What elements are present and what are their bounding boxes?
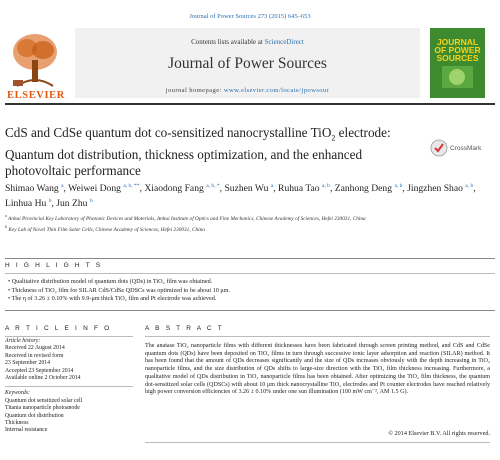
keyword[interactable]: Thickness [5, 420, 29, 427]
abstract-text: The anatase TiO₂ nanoparticle films with different thicknesses have been fabricated through screen printing method, and CdS and CdSe quantum dots (QDs) have been deposited on TiO₂ films in turn through successive ionic layer adsorption and reaction (SILAR) method. It has been found that the amount of QDs decreases significantly and the size of QDs increases obviously with the depth increasing in TiO₂ nanoparticle films, and the size distribution of QDs shifts to large-size direction with the TiO₂ film thickness increasing. Furthermore, a qualitative model of QDs distribution in TiO₂ nanoparticle films has been obtained. After optimizing the TiO₂ film thickness, the quantum dot-sensitized solar cells (QDSCs) with about 10 μm thick nanocrystalline TiO₂ electrodes and Pt counter electrodes have reached relatively high power conversion efficiencies of 3.26 ± 0.10% under one sun illumination (100 mW cm⁻², AM 1.5 G). [145, 343, 490, 396]
highlight-item: • The η of 3.26 ± 0.10% with 9.9-μm thick TiO₂ film and Pt electrode was achieved. [8, 295, 488, 304]
author[interactable] [144, 183, 219, 194]
article-info [5, 338, 133, 435]
elsevier-wordmark[interactable]: ELSEVIER [7, 90, 65, 101]
highlights-under-rule [5, 273, 495, 274]
author-list: Shimao Wang $^a$, Weiwei Dong $^{a, b, **}$, Xiaodong Fang $^{a, b, *}$, Suzhen Wu $^a$, Ruhua Tao $^{a, b}$, Zanhong Deng $^{a, b}$, Jingzhen Shao $^{a, b}$, Linhua Hu $^b$, Jun Zhu $^b$ [5, 183, 476, 210]
crossmark-icon[interactable] [430, 138, 448, 158]
highlight-item: • Qualitative distribution model of quantum dots (QDs) in TiO₂ film was obtained. [8, 278, 488, 287]
title-subscript: 2 [331, 133, 336, 143]
author-name[interactable]: Xiaodong Fang [144, 183, 204, 195]
keyword[interactable]: Quantum dot sensitized solar cell [5, 397, 83, 404]
author[interactable] [5, 183, 64, 194]
history-line: Available online 2 October 2014 [5, 375, 81, 382]
journal-homepage [75, 87, 420, 94]
author-affiliation-mark[interactable]: a [61, 183, 64, 189]
author-affiliation-mark[interactable]: b [89, 198, 93, 205]
crossmark-label[interactable]: CrossMark [450, 145, 482, 152]
header-divider [5, 103, 495, 105]
affiliation-b: $^b$ Key Lab of Novel Thin Film Solar Cells, Chinese Academy of Sciences, Hefei 230031, China [5, 224, 205, 234]
author[interactable] [407, 183, 473, 194]
title-part1: CdS and CdSe quantum dot co-sensitized nanocrystalline TiO [5, 125, 332, 140]
article-info-rule [5, 336, 133, 337]
highlights-bottom-rule [5, 310, 495, 311]
author[interactable] [56, 198, 92, 209]
author-affiliation-mark[interactable]: a, b, * [206, 183, 220, 189]
author-affiliation-mark[interactable]: a, b [321, 183, 330, 189]
journal-citation[interactable]: Journal of Power Sources 273 (2015) 645–653 [189, 13, 311, 20]
contents-line [75, 38, 420, 46]
author-affiliation-mark[interactable]: a, b [465, 183, 474, 189]
highlights-top-rule [5, 258, 495, 259]
author-name[interactable]: Linhua Hu [5, 198, 47, 210]
cover-art [440, 62, 475, 92]
article-title [5, 125, 425, 179]
author-name[interactable]: Shimao Wang [5, 183, 59, 195]
title-part2: electrode: Quantum dot distribution, thickness optimization, and the enhanced photovoltaic performance [5, 125, 391, 178]
highlights-list [8, 278, 488, 304]
author[interactable] [68, 183, 139, 194]
copyright-notice: © 2014 Elsevier B.V. All rights reserved. [388, 430, 490, 437]
author-affiliation-mark[interactable]: a [270, 183, 274, 189]
author-affiliation-mark[interactable]: a, b, ** [123, 183, 140, 189]
author-name[interactable]: Jingzhen Shao [407, 183, 463, 195]
abstract-bottom-rule [145, 442, 490, 443]
highlights-heading: H I G H L I G H T S [5, 262, 103, 269]
history-label: Article history: [5, 338, 41, 344]
keyword[interactable]: Titania nanoparticle photoanode [5, 405, 80, 412]
history-line: Accepted 23 September 2014 [5, 367, 74, 374]
abstract-rule [145, 336, 490, 337]
author-name[interactable]: Suzhen Wu [224, 183, 269, 195]
affiliations [5, 212, 495, 235]
keywords-label: Keywords: [5, 390, 30, 397]
article-info-heading: A R T I C L E I N F O [5, 325, 112, 332]
elsevier-tree-logo [5, 30, 65, 90]
cover-title: JOURNAL OF POWER SOURCES [434, 37, 481, 63]
contents-prefix: Contents lists available at [191, 38, 265, 46]
author-name[interactable]: Jun Zhu [56, 198, 88, 210]
homepage-label: journal homepage: [165, 87, 224, 94]
keyword[interactable]: Internal resistance [5, 427, 48, 434]
author-affiliation-mark[interactable]: b [48, 198, 52, 205]
author[interactable] [224, 183, 273, 194]
homepage-link[interactable]: www.elsevier.com/locate/jpowsour [223, 87, 330, 94]
author[interactable] [335, 183, 403, 194]
keyword[interactable]: Quantum dot distribution [5, 412, 64, 419]
highlight-item: • Thickness of TiO₂ film for SILAR CdS/CdSe QDSCs was optimized to be about 10 μm. [8, 287, 488, 296]
abstract-heading: A B S T R A C T [145, 325, 224, 332]
author[interactable] [5, 198, 51, 209]
keywords-divider [5, 386, 133, 387]
author-affiliation-mark[interactable]: a, b [394, 183, 403, 189]
history-line: 23 September 2014 [5, 360, 51, 367]
author-name[interactable]: Ruhua Tao [278, 183, 320, 195]
author-name[interactable]: Zanhong Deng [334, 183, 393, 195]
author-name[interactable]: Weiwei Dong [68, 183, 121, 195]
author[interactable] [278, 183, 330, 194]
journal-title[interactable]: Journal of Power Sources [168, 55, 327, 72]
history-line: Received in revised form [5, 352, 64, 359]
history-line: Received 22 August 2014 [5, 345, 65, 352]
sciencedirect-link[interactable]: ScienceDirect [264, 38, 304, 46]
affiliation-a: $^a$ Anhui Provincial Key Laboratory of Photonic Devices and Materials, Anhui Institute of Optics and Fine Mechanics, Chinese Academy of Sciences, Hefei 230031, China [5, 213, 366, 222]
